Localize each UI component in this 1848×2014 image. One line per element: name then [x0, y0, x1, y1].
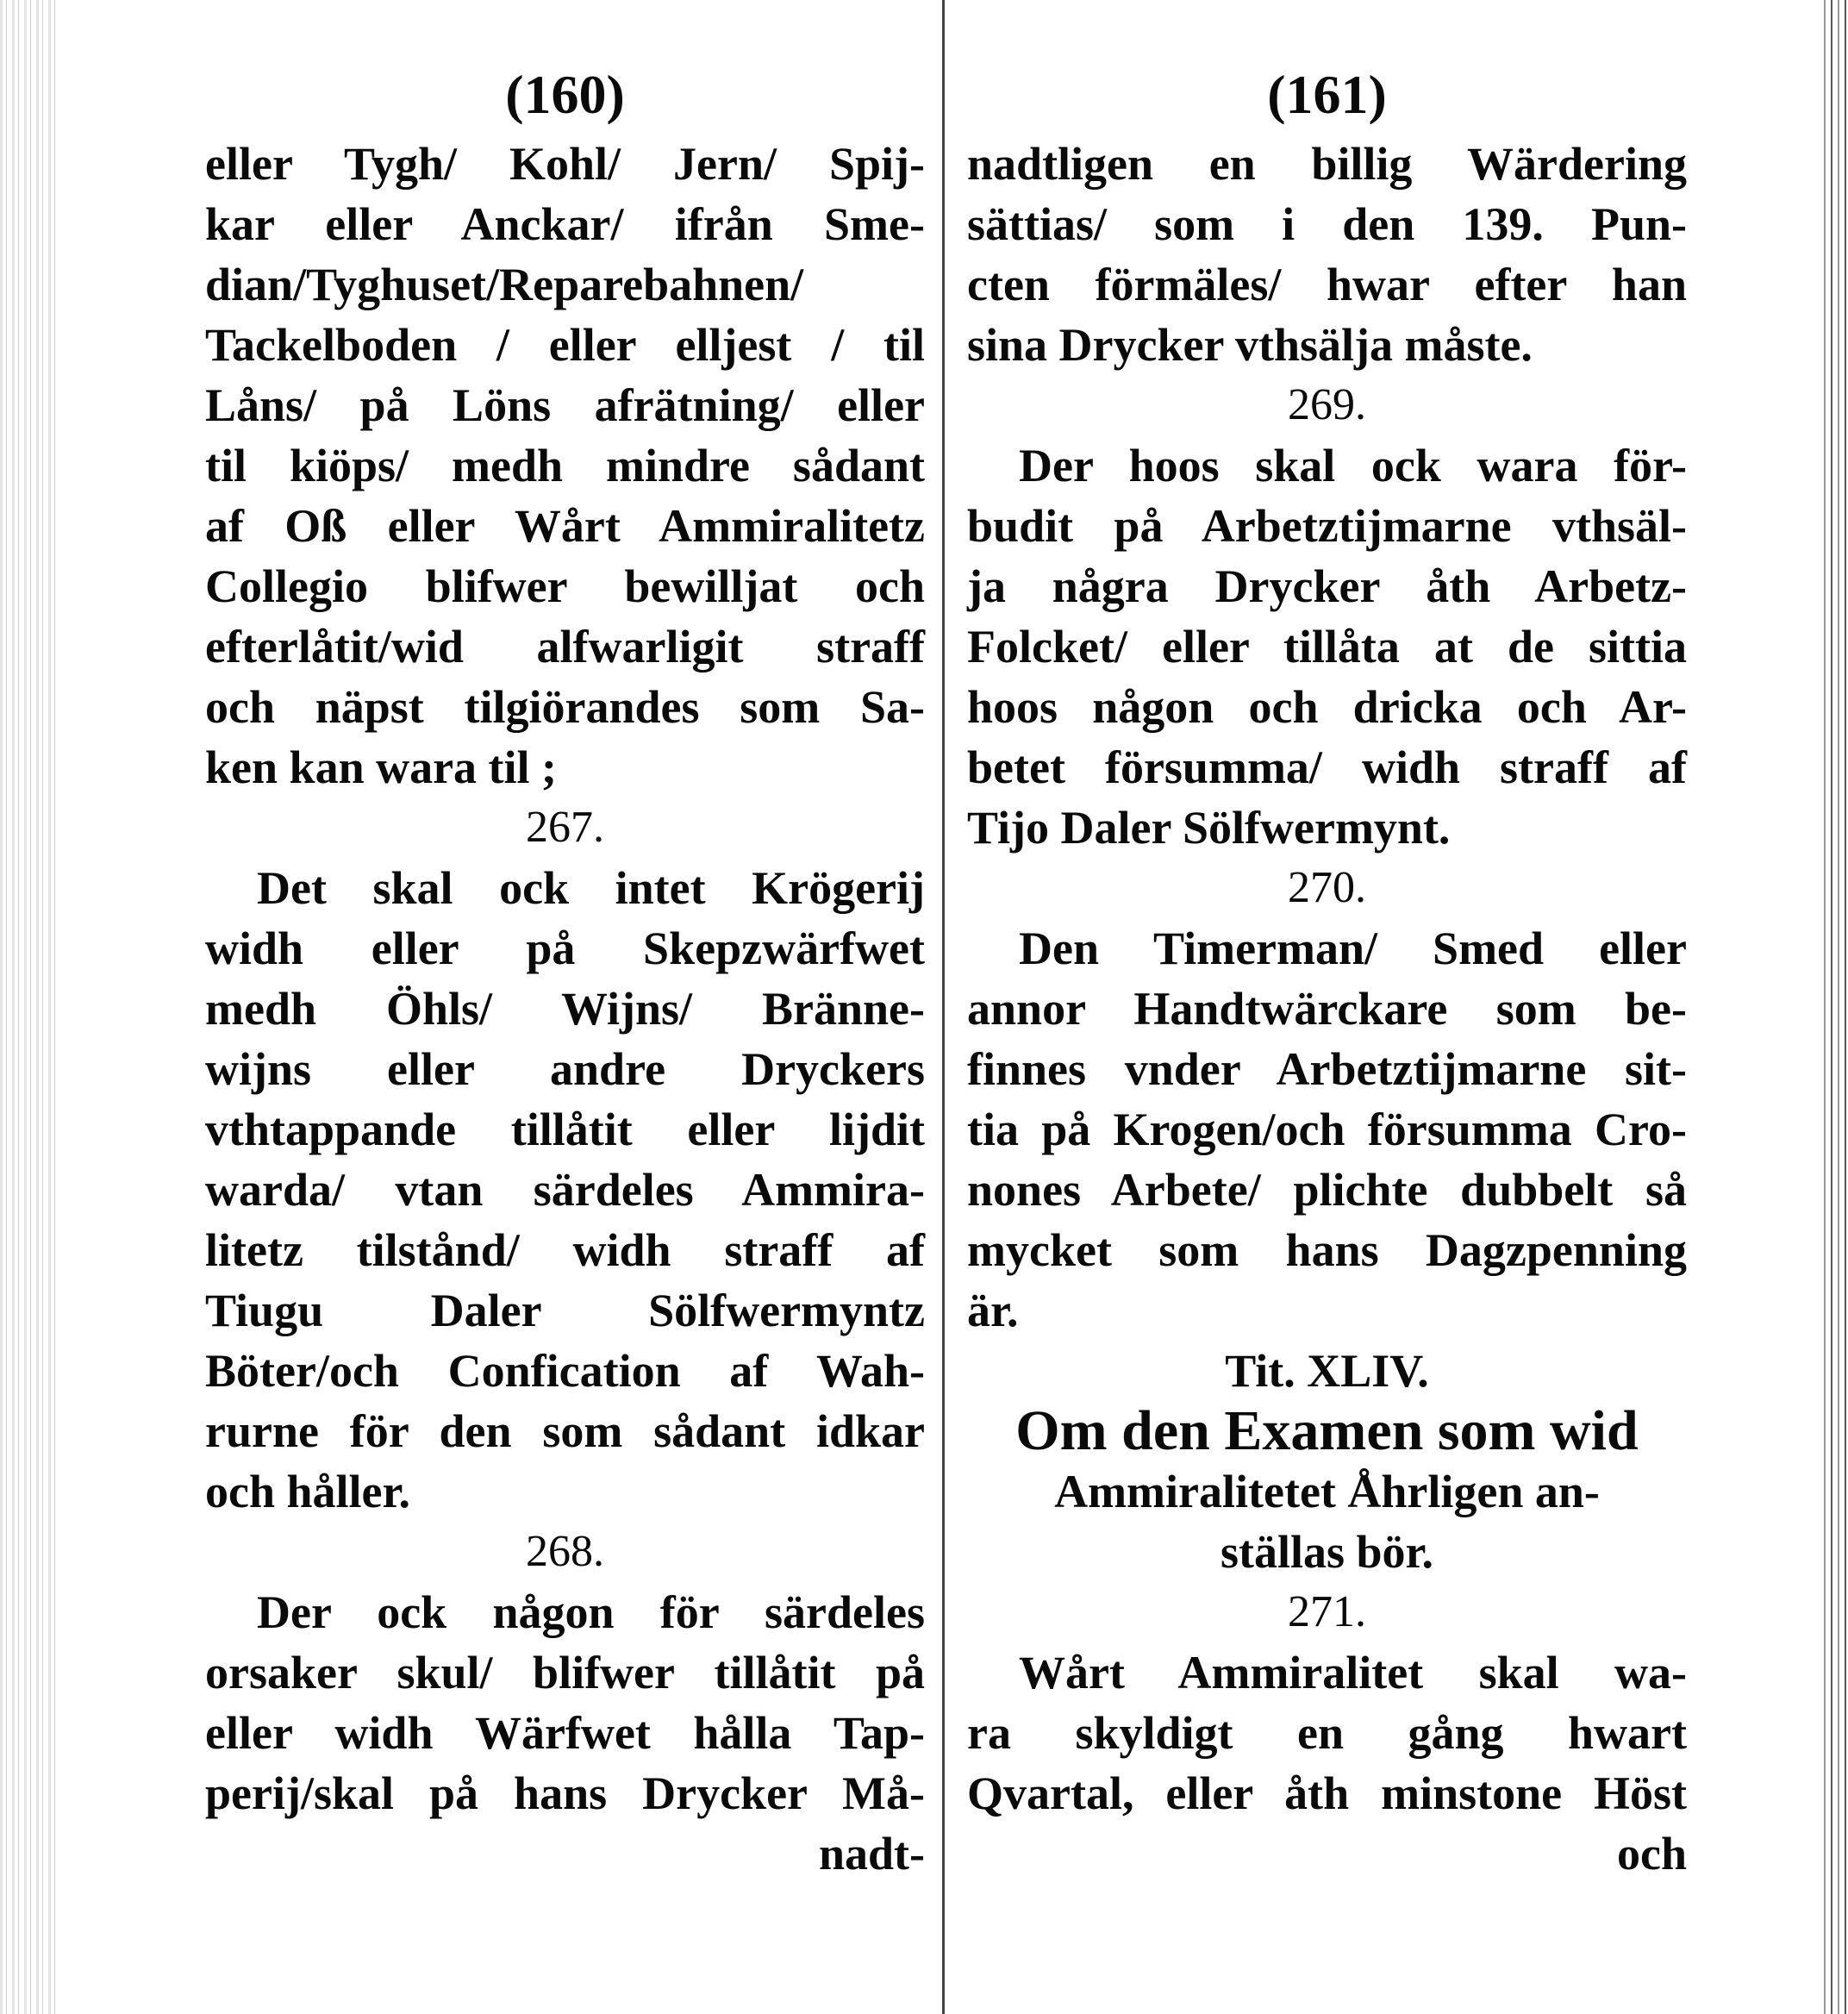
- right-page-text-line: ja några Drycker åth Arbetz-: [967, 560, 1687, 612]
- right-page-text-line: tia på Krogen/och försumma Cro-: [967, 1104, 1687, 1155]
- left-page-text-line: af Oß eller Wårt Ammiralitetz: [205, 500, 925, 552]
- left-page-text-line: och näpst tilgiörandes som Sa-: [205, 681, 925, 733]
- scan-edge-right: [1819, 0, 1848, 2014]
- right-page-text-line: cten förmäles/ hwar efter han: [967, 259, 1687, 310]
- left-page-text-line: Tackelboden / eller elljest / til: [205, 319, 925, 371]
- left-page-text-line: Böter/och Confication af Wah-: [205, 1345, 925, 1397]
- right-page-text-line: ställas bör.: [1220, 1526, 1434, 1578]
- left-page-text-line: efterlåtit/wid alfwarligit straff: [205, 621, 925, 672]
- left-page-text-line: kar eller Anckar/ ifrån Sme-: [205, 198, 925, 250]
- left-page-text-line: och håller.: [205, 1466, 411, 1517]
- left-page-text-line: wijns eller andre Dryckers: [205, 1043, 925, 1095]
- left-page-text-line: vthtappande tillåtit eller lijdit: [205, 1104, 925, 1155]
- left-page-text-line: nadt-: [818, 1828, 925, 1880]
- right-page-text-line: nadtligen en billig Wärdering: [967, 138, 1687, 190]
- left-page-text-line: orsaker skul/ blifwer tillåtit på: [205, 1647, 925, 1698]
- right-page-text-line: Wårt Ammiralitet skal wa-: [1019, 1647, 1687, 1698]
- left-page-text-line: eller Tygh/ Kohl/ Jern/ Spij-: [205, 138, 925, 190]
- right-page-text-line: annor Handtwärckare som be-: [967, 983, 1687, 1035]
- right-page-text-line: 270.: [1288, 863, 1366, 912]
- right-page-text-line: hoos någon och dricka och Ar-: [967, 681, 1687, 733]
- right-page-text-line: 269.: [1288, 380, 1366, 429]
- left-page-text-line: 268.: [526, 1527, 604, 1576]
- page-gutter: [942, 0, 945, 2014]
- left-page-text-line: til kiöps/ medh mindre sådant: [205, 440, 925, 491]
- left-page-number: (160): [505, 64, 625, 125]
- left-page-text-line: Låns/ på Löns afrätning/ eller: [205, 379, 925, 431]
- right-page-text-line: sina Drycker vthsälja måste.: [967, 319, 1533, 371]
- right-page-text-line: och: [1617, 1828, 1687, 1880]
- right-page-text-line: budit på Arbetztijmarne vthsäl-: [967, 500, 1687, 552]
- left-page-text: [205, 134, 925, 1884]
- right-page-text-line: 271.: [1288, 1587, 1366, 1636]
- right-page-text-line: Folcket/ eller tillåta at de sittia: [967, 621, 1687, 672]
- left-page-text-line: medh Öhls/ Wijns/ Bränne-: [205, 983, 925, 1035]
- left-page-text-line: litetz tilstånd/ widh straff af: [205, 1224, 925, 1276]
- right-page-text-line: sättias/ som i den 139. Pun-: [967, 198, 1687, 250]
- right-page-text-line: betet försumma/ widh straff af: [967, 741, 1687, 793]
- left-page-text-line: Det skal ock intet Krögerij: [257, 862, 925, 914]
- left-page-text-line: Der ock någon för särdeles: [257, 1586, 925, 1638]
- right-page-text-line: Tijo Daler Sölfwermynt.: [967, 802, 1451, 854]
- right-page-text-line: Ammiralitetet Åhrligen an-: [1054, 1466, 1600, 1517]
- right-page-text-line: Om den Examen som wid: [1015, 1399, 1639, 1462]
- right-page-text-line: Qvartal, eller åth minstone Höst: [967, 1767, 1687, 1819]
- right-page-text-line: Der hoos skal ock wara för-: [1019, 440, 1687, 491]
- right-page-text-line: finnes vnder Arbetztijmarne sit-: [967, 1043, 1687, 1095]
- right-page-text-line: nones Arbete/ plichte dubbelt så: [967, 1164, 1687, 1216]
- left-page-text-line: warda/ vtan särdeles Ammira-: [205, 1164, 925, 1216]
- left-page-text-line: rurne för den som sådant idkar: [205, 1405, 925, 1457]
- scan-edge-left: [0, 0, 60, 2014]
- right-page-text-line: Den Timerman/ Smed eller: [1019, 923, 1687, 974]
- left-page-text-line: widh eller på Skepzwärfwet: [205, 923, 925, 974]
- left-page-text-line: 267.: [526, 803, 604, 852]
- left-page-text-line: eller widh Wärfwet hålla Tap-: [205, 1707, 925, 1759]
- right-page-text-line: Tit. XLIV.: [1225, 1345, 1429, 1397]
- left-page-text-line: Collegio blifwer bewilljat och: [205, 560, 925, 612]
- left-page-text-line: dian/Tyghuset/Reparebahnen/: [205, 259, 804, 310]
- right-page-text-line: är.: [967, 1285, 1019, 1336]
- right-page-text-line: mycket som hans Dagzpenning: [967, 1224, 1687, 1276]
- right-page-text: [967, 134, 1687, 1884]
- right-page-number: (161): [1267, 64, 1387, 125]
- left-page-text-line: Tiugu Daler Sölfwermyntz: [205, 1285, 925, 1336]
- left-page-text-line: perij/skal på hans Drycker Må-: [205, 1767, 925, 1819]
- right-page-text-line: ra skyldigt en gång hwart: [967, 1707, 1687, 1759]
- left-page-text-line: ken kan wara til ;: [205, 741, 558, 793]
